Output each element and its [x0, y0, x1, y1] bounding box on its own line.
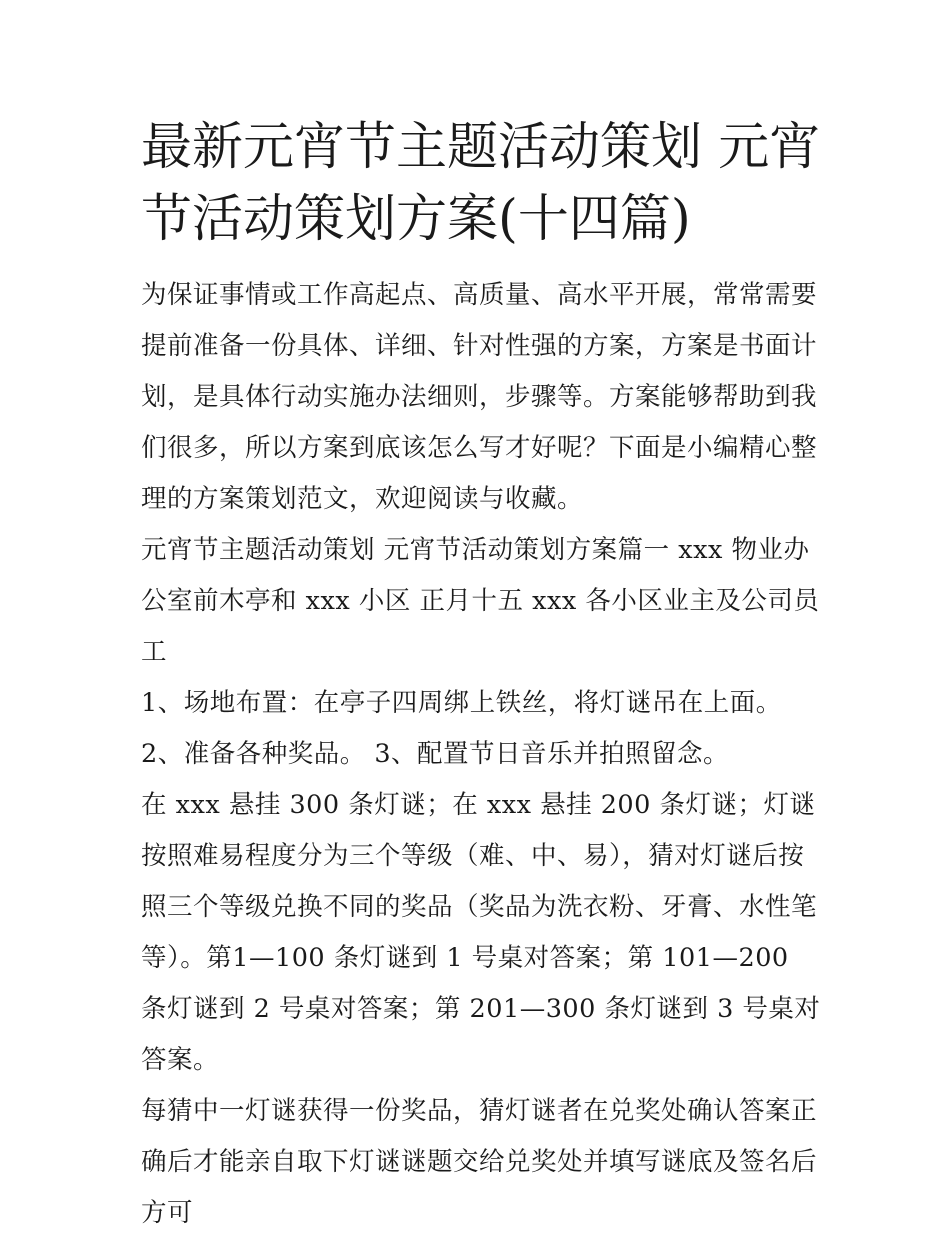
paragraph-preparation: 1、场地布置：在亭子四周绑上铁丝，将灯谜吊在上面。 2、准备各种奖品。 3、配置节日音乐并拍照留念。 — [141, 688, 782, 769]
document-body — [141, 112, 821, 1239]
paragraph-intro: 为保证事情或工作高起点、高质量、高水平开展，常常需要提前准备一份具体、详细、针对性强的方案，方案是书面计划，是具体行动实施办法细则，步骤等。方案能够帮助到我们很多，所以方案到底该怎么写才好呢？下面是小编精心整理的方案策划范文，欢迎阅读与收藏。 — [141, 280, 818, 514]
paragraph-riddle-rules: 在 xxx 悬挂 300 条灯谜；在 xxx 悬挂 200 条灯谜；灯谜按照难易程度分为三个等级（难、中、易），猜对灯谜后按照三个等级兑换不同的奖品（奖品为洗衣粉、牙膏、水性笔等）。第1—100 条灯谜到 1 号桌对答案；第 101—200 条灯谜到 2 号桌对答案；第 201—300 条灯谜到 3 号桌对答案。 — [141, 790, 821, 1075]
paragraph-event-info: 元宵节主题活动策划 元宵节活动策划方案篇一 xxx 物业办公室前木亭和 xxx 小区 正月十五 xxx 各小区业主及公司员工 — [141, 535, 820, 667]
paragraph-prize-rules: 每猜中一灯谜获得一份奖品，猜灯谜者在兑奖处确认答案正确后才能亲自取下灯谜谜题交给兑奖处并填写谜底及签名后方可 — [141, 1096, 818, 1228]
document-title: 最新元宵节主题活动策划 元宵节活动策划方案(十四篇) — [141, 118, 821, 249]
